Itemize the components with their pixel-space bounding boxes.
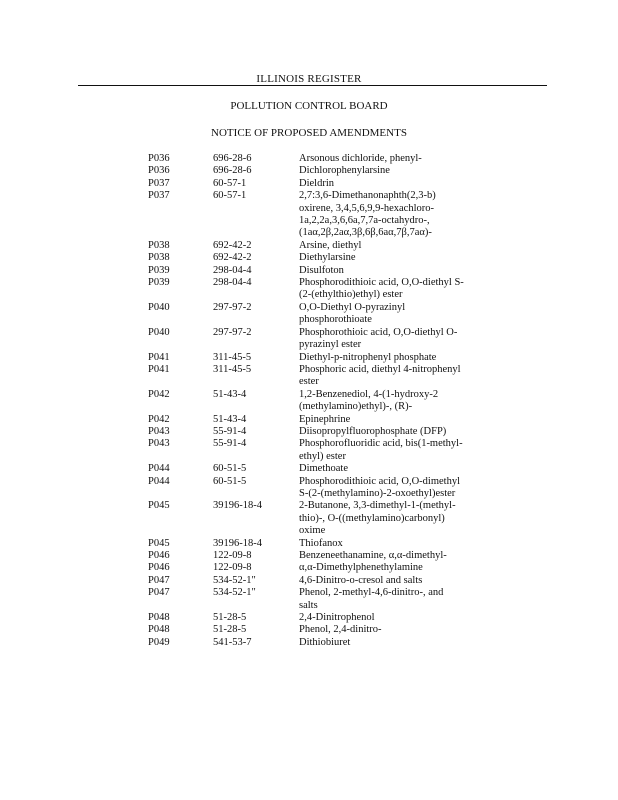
waste-code: P040 [148, 326, 170, 338]
table-row [148, 562, 508, 574]
table-row [148, 538, 508, 550]
substance-name-line: oxirene, 3,4,5,6,9,9-hexachloro- [299, 202, 434, 214]
substance-name [299, 612, 499, 624]
substance-name-line: Diethyl-p-nitrophenyl phosphate [299, 351, 437, 363]
waste-code: P047 [148, 587, 170, 599]
waste-code: P045 [148, 500, 170, 512]
substance-name-line: pyrazinyl ester [299, 339, 362, 351]
substance-name [299, 550, 499, 562]
cas-number: 51-43-4 [213, 413, 247, 425]
table-row [148, 463, 508, 475]
substance-name-line: O,O-Diethyl O-pyrazinyl [299, 301, 406, 313]
substance-name-line: Arsine, diethyl [299, 239, 362, 251]
table-row [148, 575, 508, 587]
substance-name-line: Dichlorophenylarsine [299, 165, 390, 177]
waste-code: P049 [148, 636, 170, 648]
table-row [148, 302, 508, 327]
table-row [148, 624, 508, 636]
cas-number: 696-28-6 [213, 153, 252, 164]
substance-name-line: Arsonous dichloride, phenyl- [299, 153, 422, 164]
table-row [148, 277, 508, 302]
table-row [148, 438, 508, 463]
cas-number: 60-51-5 [213, 463, 247, 475]
table-row [148, 637, 508, 649]
cas-number: 311-45-5 [213, 351, 252, 363]
substance-name [299, 562, 499, 574]
substance-name-line: 2,7:3,6-Dimethanonaphth(2,3-b) [299, 190, 436, 202]
cas-number: 696-28-6 [213, 165, 252, 177]
substance-name-line: Phosphorofluoridic acid, bis(1-methyl- [299, 438, 463, 450]
hazardous-waste-table [148, 153, 508, 649]
table-row [148, 265, 508, 277]
table-row [148, 587, 508, 612]
substance-name [299, 364, 499, 389]
waste-code: P048 [148, 612, 170, 624]
waste-code: P037 [148, 177, 170, 189]
substance-name-line: ester [299, 376, 319, 388]
waste-code: P046 [148, 550, 170, 561]
table-row [148, 550, 508, 562]
substance-name [299, 575, 499, 587]
substance-name-line: (1aα,2β,2aα,3β,6β,6aα,7β,7aα)- [299, 227, 432, 239]
table-row [148, 612, 508, 624]
waste-code: P036 [148, 153, 170, 164]
cas-number: 55-91-4 [213, 438, 247, 450]
substance-name-line: Phenol, 2,4-dinitro- [299, 624, 382, 636]
substance-name-line: thio)-, O-((methylamino)carbonyl) [299, 512, 445, 524]
table-row [148, 240, 508, 252]
substance-name-line: α,α-Dimethylphenethylamine [299, 562, 423, 574]
substance-name-line: Diethylarsine [299, 252, 356, 264]
substance-name-line: 4,6-Dinitro-o-cresol and salts [299, 574, 423, 586]
substance-name-line: Benzeneethanamine, α,α-dimethyl- [299, 550, 447, 561]
waste-code: P036 [148, 165, 170, 177]
substance-name [299, 240, 499, 252]
substance-name-line: 1a,2,2a,3,6,6a,7,7a-octahydro-, [299, 215, 430, 227]
cas-number: 298-04-4 [213, 264, 252, 276]
table-row [148, 500, 508, 537]
substance-name-line: oxime [299, 525, 326, 537]
substance-name [299, 327, 499, 352]
substance-name-line: Dimethoate [299, 463, 348, 475]
cas-number: 51-43-4 [213, 388, 247, 400]
waste-code: P048 [148, 624, 170, 636]
substance-name [299, 624, 499, 636]
table-row [148, 153, 508, 165]
cas-number: 692-42-2 [213, 239, 252, 251]
cas-number: 692-42-2 [213, 252, 252, 264]
substance-name-line: Dieldrin [299, 177, 334, 189]
waste-code: P041 [148, 363, 170, 375]
substance-name [299, 190, 499, 240]
waste-code: P037 [148, 190, 170, 202]
cas-number: 534-52-1" [213, 587, 256, 599]
substance-name-line: ethyl) ester [299, 450, 346, 462]
substance-name-line: salts [299, 599, 318, 611]
substance-name-line: Phosphorothioic acid, O,O-diethyl O- [299, 326, 458, 338]
table-row [148, 165, 508, 177]
cas-number: 55-91-4 [213, 425, 247, 437]
substance-name-line: 2-Butanone, 3,3-dimethyl-1-(methyl- [299, 500, 456, 512]
substance-name-line: (methylamino)ethyl)-, (R)- [299, 401, 413, 413]
waste-code: P043 [148, 438, 170, 450]
cas-number: 297-97-2 [213, 326, 252, 338]
waste-code: P042 [148, 388, 170, 400]
substance-name [299, 252, 499, 264]
waste-code: P041 [148, 351, 170, 363]
substance-name [299, 153, 499, 165]
substance-name-line: Phenol, 2-methyl-4,6-dinitro-, and [299, 587, 444, 599]
substance-name [299, 538, 499, 550]
waste-code: P039 [148, 264, 170, 276]
substance-name [299, 389, 499, 414]
waste-code: P044 [148, 475, 170, 487]
substance-name-line: phosphorothioate [299, 314, 372, 326]
substance-name-line: Phosphorodithioic acid, O,O-dimethyl [299, 475, 460, 487]
table-row [148, 389, 508, 414]
cas-number: 39196-18-4 [213, 500, 262, 512]
substance-name [299, 426, 499, 438]
substance-name-line: Thiofanox [299, 537, 343, 549]
cas-number: 60-57-1 [213, 190, 247, 202]
substance-name [299, 302, 499, 327]
waste-code: P038 [148, 239, 170, 251]
table-row [148, 327, 508, 352]
cas-number: 534-52-1" [213, 574, 256, 586]
substance-name-line: S-(2-(methylamino)-2-oxoethyl)ester [299, 487, 456, 499]
substance-name-line: Dithiobiuret [299, 636, 351, 648]
waste-code: P042 [148, 413, 170, 425]
notice-title: NOTICE OF PROPOSED AMENDMENTS [211, 127, 407, 139]
substance-name [299, 352, 499, 364]
substance-name [299, 476, 499, 501]
table-row [148, 476, 508, 501]
substance-name-line: Phosphorodithioic acid, O,O-diethyl S- [299, 277, 464, 289]
substance-name [299, 414, 499, 426]
table-row [148, 252, 508, 264]
cas-number: 298-04-4 [213, 277, 252, 289]
substance-name [299, 587, 499, 612]
cas-number: 122-09-8 [213, 562, 252, 574]
cas-number: 297-97-2 [213, 301, 252, 313]
waste-code: P043 [148, 425, 170, 437]
substance-name-line: Epinephrine [299, 413, 351, 425]
cas-number: 311-45-5 [213, 363, 252, 375]
register-title: ILLINOIS REGISTER [256, 73, 362, 85]
waste-code: P044 [148, 463, 170, 475]
substance-name-line: Disulfoton [299, 264, 344, 276]
header-rule [78, 85, 547, 86]
substance-name-line: Diisopropylfluorophosphate (DFP) [299, 425, 447, 437]
table-row [148, 352, 508, 364]
substance-name [299, 165, 499, 177]
substance-name [299, 178, 499, 190]
waste-code: P047 [148, 574, 170, 586]
table-row [148, 426, 508, 438]
waste-code: P046 [148, 562, 170, 574]
cas-number: 60-57-1 [213, 177, 247, 189]
waste-code: P038 [148, 252, 170, 264]
substance-name-line: 1,2-Benzenediol, 4-(1-hydroxy-2 [299, 388, 439, 400]
substance-name [299, 277, 499, 302]
substance-name [299, 500, 499, 537]
cas-number: 541-53-7 [213, 636, 252, 648]
substance-name [299, 463, 499, 475]
table-row [148, 364, 508, 389]
waste-code: P045 [148, 537, 170, 549]
cas-number: 51-28-5 [213, 612, 247, 624]
cas-number: 122-09-8 [213, 550, 252, 561]
substance-name [299, 265, 499, 277]
table-row [148, 414, 508, 426]
cas-number: 39196-18-4 [213, 537, 262, 549]
board-title: POLLUTION CONTROL BOARD [230, 100, 388, 112]
substance-name [299, 438, 499, 463]
table-row [148, 178, 508, 190]
cas-number: 60-51-5 [213, 475, 247, 487]
table-row [148, 190, 508, 240]
waste-code: P040 [148, 301, 170, 313]
substance-name-line: 2,4-Dinitrophenol [299, 612, 375, 624]
waste-code: P039 [148, 277, 170, 289]
substance-name-line: (2-(ethylthio)ethyl) ester [299, 289, 403, 301]
cas-number: 51-28-5 [213, 624, 247, 636]
substance-name-line: Phosphoric acid, diethyl 4-nitrophenyl [299, 363, 461, 375]
substance-name [299, 637, 499, 649]
